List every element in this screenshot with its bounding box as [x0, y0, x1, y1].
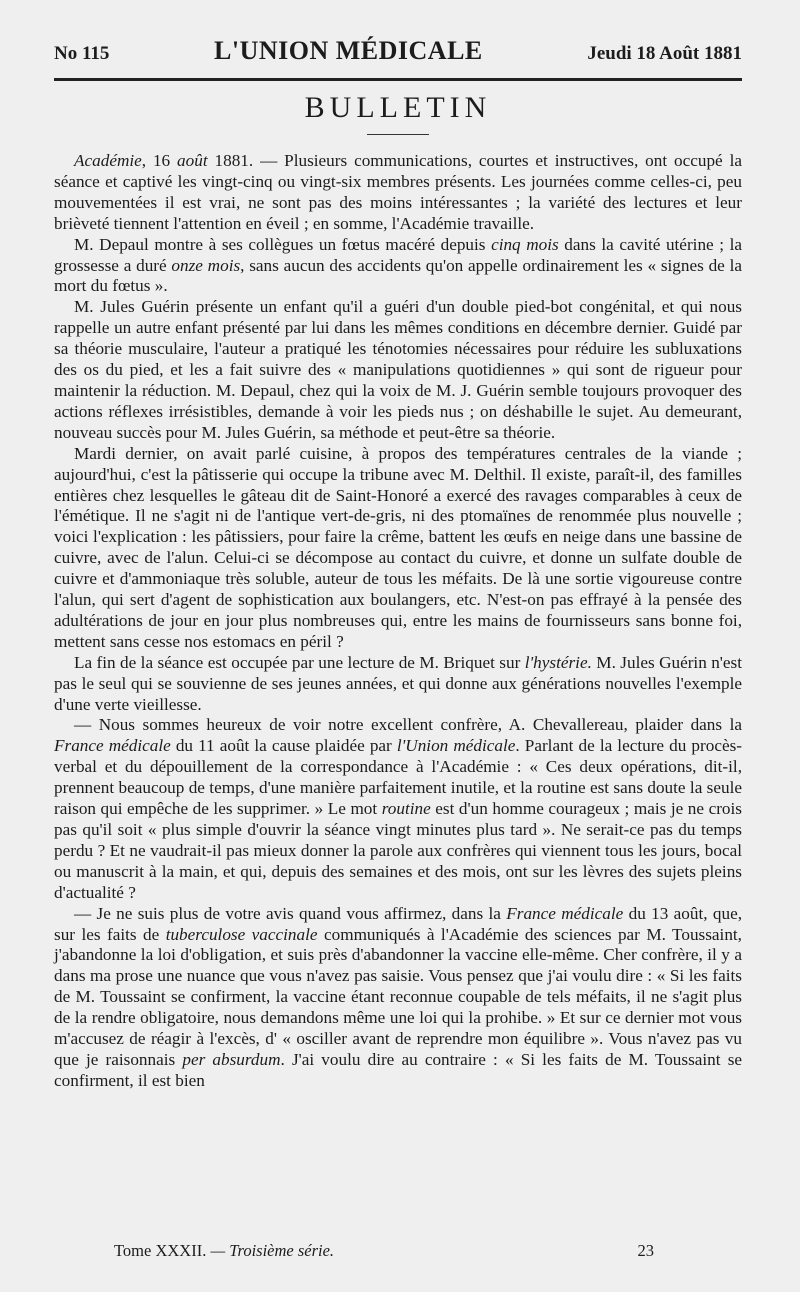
article-paragraph	[54, 904, 742, 1092]
page-footer	[114, 1241, 654, 1261]
issue-date: Jeudi 18 Août 1881	[587, 43, 742, 64]
paragraph-text: M. Jules Guérin présente un enfant qu'il a guéri d'un double pied-bot congénital, et qui nous rappelle un autre enfant présenté par lui dans les mêmes conditions en décembre dernier. Guidé par sa théorie musculaire, l'auteur a pratiqué les ténotomies nécessaires pour réduire les subluxations des os du pied, et les a fait suivre des « manipulations quotidiennes » qui sont de rigueur pour maintenir la réduction. M. Depaul, chez qui la voix de M. J. Guérin semble toujours provoquer des actions réflexes irrésistibles, demande à voir les pieds nus ; on déshabille le sujet. Au demeurant, nouveau succès pour M. Jules Guérin, sa méthode et peut-être sa théorie.	[54, 297, 742, 442]
paragraph-text: — Je ne suis plus de votre avis quand vous affirmez, dans la	[74, 903, 507, 923]
paragraph-text: 1881. — Plusieurs communications, courtes et instructives, ont occupé la séance et captivé les vingt-cinq ou vingt-six membres présents. Les journées comme celles-ci, peu mouvementées il est vrai, ne sont pas des moins intéressantes ; la variété des lectures et leur brièveté tiennent l'attention en éveil ; en somme, l'Académie travaille.	[54, 151, 742, 233]
paragraph-text: . Parlant de la lecture du procès-verbal et du dépouillement de la correspondance à l'Académie : « Ces deux opérations, dit-il, prennent beaucoup de temps, d'une manière parfaitement inutile, et la routine est sans doute la seule raison qui empêche de les supprimer. » Le mot	[54, 736, 742, 819]
volume-series	[114, 1241, 334, 1261]
article-paragraph	[54, 297, 742, 443]
article-paragraph	[54, 151, 742, 235]
italic-text: tuberculose vaccinale	[165, 924, 318, 944]
italic-text: cinq mois	[491, 234, 559, 254]
page-header	[54, 36, 742, 70]
paragraph-text: du 13 août, que, sur les faits de	[54, 903, 742, 944]
paragraph-text: — Nous sommes heureux de voir notre excellent confrère, A. Chevallereau, plaider dans la	[74, 715, 742, 735]
italic-text: per absurdum	[182, 1049, 281, 1069]
article-body	[54, 151, 742, 1092]
section-divider	[367, 134, 429, 135]
article-paragraph	[54, 444, 742, 653]
paragraph-text: Mardi dernier, on avait parlé cuisine, à propos des températures centrales de la viande ; aujourd'hui, c'est la pâtisserie qui occupe la tribune avec M. Delthil. Il existe, paraît-il, des familles entières chez lesquelles le gâteau dit de Saint-Honoré a exercé des ravages comparables à ceux de l'émétique. Il ne s'agit ni de l'antique vert-de-gris, ni des ptomaïnes de renommée plus nouvelle ; voici l'explication : les pâtissiers, pour faire la crême, battent les œufs en neige dans une bassine de cuivre, avec de l'alun. Celui-ci se décompose au contact du cuivre, et donne un sulfate double de cuivre et d'ammoniaque très soluble, auteur de tous les méfaits. De là une sortie vigoureuse contre l'alun, qui sert d'agent de sophistication aux boulangers, etc. N'est-on pas effrayé à la pensée des adultérations de jour en jour plus nombreuses qui, entre les mains de fournisseurs sans bonne foi, mettent sans cesse nos estomacs en péril ?	[54, 443, 742, 651]
italic-text: France médicale	[54, 736, 171, 756]
paragraph-text: M. Jules Guérin n'est pas le seul qui se souvienne de ses jeunes années, et qui donne aux générations nouvelles l'exemple d'une verte vieillesse.	[54, 652, 742, 714]
issue-number: No 115	[54, 43, 110, 64]
italic-text: l'hystérie.	[524, 652, 592, 672]
series-label: — Troisième série.	[210, 1241, 335, 1260]
paragraph-text: , 16	[141, 151, 178, 170]
paragraph-text: , sans aucun des accidents qu'on appelle ordinairement les « signes de la mort du fœtus ».	[54, 255, 742, 296]
paragraph-text: . J'ai voulu dire au contraire : « Si les faits de M. Toussaint se confirment, il est bien	[54, 1049, 743, 1090]
italic-text: France médicale	[506, 903, 624, 923]
article-paragraph	[54, 235, 742, 298]
section-title: BULLETIN	[304, 91, 492, 124]
article-paragraph	[54, 653, 742, 716]
header-rule	[54, 78, 742, 81]
italic-text: onze mois	[171, 255, 241, 275]
paragraph-text: dans la cavité utérine ; la grossesse a duré	[54, 234, 742, 275]
italic-text: l'Union médicale	[396, 736, 516, 756]
italic-text: Académie	[74, 151, 142, 170]
paragraph-text: du 11 août la cause plaidée par	[170, 736, 397, 756]
paragraph-text: communiqués à l'Académie des sciences par M. Toussaint, j'abandonne la loi d'obligation, et suis près d'abandonner la vaccine elle-même. Cher confrère, il y a dans ma prose une nuance que vous n'avez pas saisie. Vous pensez que j'ai voulu dire : « Si les faits de M. Toussaint se confirment, la vaccine étant reconnue coupable de tels méfaits, il ne s'agit plus de la rendre obligatoire, nous demandons même une loi qui la prohibe. » Et sur ce dernier mot vous m'accusez de réagir à l'excès, d' « osciller avant de reprendre mon équilibre ». Vous n'avez pas vu que je raisonnais	[54, 924, 742, 1069]
italic-text: août	[177, 151, 208, 170]
page-number: 23	[637, 1241, 654, 1260]
paragraph-text: La fin de la séance est occupée par une lecture de M. Briquet sur	[74, 652, 525, 672]
paragraph-text: M. Depaul montre à ses collègues un fœtus macéré depuis	[74, 234, 492, 254]
article-paragraph	[54, 715, 742, 903]
italic-text: routine	[381, 799, 431, 819]
paragraph-text: est d'un homme courageux ; mais je ne crois pas qu'il soit « plus simple d'ouvrir la séance vingt minutes plus tard ». Ne serait-ce pas du temps perdu ? Et ne vaudrait-il pas mieux donner la parole aux confrères qui viennent tous les jours, bocal ou manuscrit à la main, et qui, depuis des semaines et des mois, ont sur les lèvres des sujets pleins d'actualité ?	[54, 799, 742, 902]
journal-title: L'UNION MÉDICALE	[214, 36, 483, 65]
volume-label: Tome XXXII.	[114, 1241, 207, 1260]
